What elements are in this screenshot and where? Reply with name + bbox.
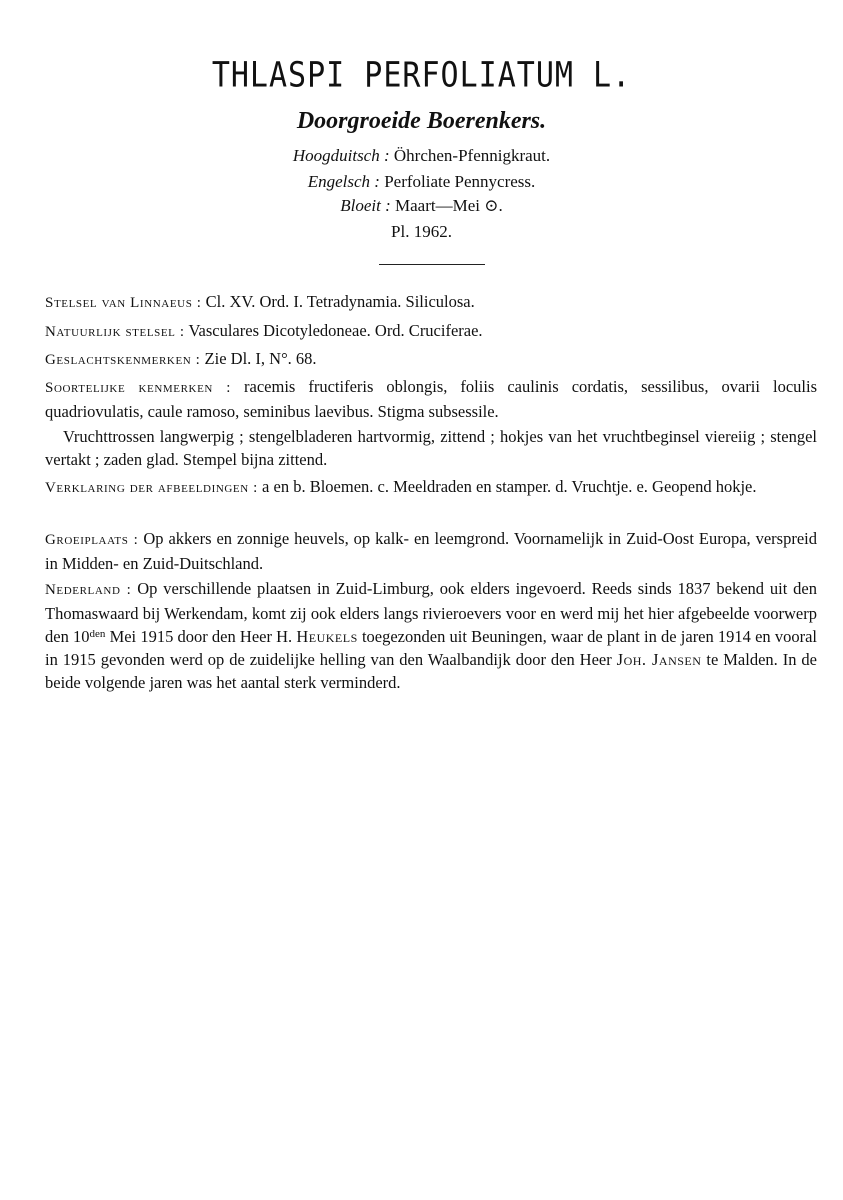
genus-heading: Geslachtskenmerken : (45, 352, 201, 368)
bloom-line (0, 196, 843, 216)
collector-name-heukels: Heukels (296, 627, 358, 646)
figures-heading: Verklaring der afbeeldingen : (45, 480, 258, 496)
bloom-label: Bloeit : (340, 196, 391, 215)
natural-system-paragraph (45, 319, 817, 344)
bloom-value: Maart—Mei ⊙. (395, 196, 503, 215)
netherlands-text-part3: toegezonden uit Beuningen, waar de plant in de jaren 1914 en vooral in 1915 gevonden werd op de zuidelijke helling van den Waalbandijk door den Heer (45, 627, 818, 669)
linnaeus-heading: Stelsel van Linnaeus : (45, 295, 202, 311)
netherlands-text-part2: Mei 1915 door den Heer H. (105, 627, 297, 646)
german-name: Öhrchen-Pfennigkraut. (393, 146, 551, 165)
species-paragraph (45, 375, 817, 423)
habitat-paragraph (45, 527, 817, 575)
divider-rule (379, 264, 485, 265)
figures-paragraph (45, 475, 817, 500)
date-superscript: den (89, 628, 106, 640)
habitat-text: Op akkers en zonnige heuvels, op kalk- en leemgrond. Voornamelijk in Zuid-Oost Europa, verspreid in Midden- en Zuid-Duitschland. (45, 529, 817, 573)
plate-number: Pl. 1962. (391, 222, 452, 241)
genus-paragraph (45, 347, 817, 372)
collector-name-jansen: Joh. Jansen (616, 650, 702, 669)
netherlands-text-part4: te Malden. In de beide volgende jaren was het aantal sterk verminderd. (45, 650, 817, 692)
species-dutch-text: Vruchttrossen langwerpig ; stengelbladeren hartvormig, zittend ; hokjes van het vruchtbeginsel viereiig ; stengel vertakt ; zaden glad. Stempel bijna zittend. (45, 427, 817, 469)
english-name-line (0, 172, 843, 192)
species-heading: Soortelijke kenmerken : (45, 380, 231, 396)
linnaeus-paragraph (45, 290, 817, 315)
species-dutch-paragraph (45, 425, 817, 471)
linnaeus-text: Cl. XV. Ord. I. Tetradynamia. Siliculosa. (205, 292, 475, 311)
species-title: THLASPI PERFOLIATUM L. (211, 55, 632, 96)
figures-text: a en b. Bloemen. c. Meeldraden en stamper. d. Vruchtje. e. Geopend hokje. (262, 477, 757, 496)
german-name-line (0, 146, 843, 166)
habitat-heading: Groeiplaats : (45, 532, 139, 548)
genus-text: Zie Dl. I, N°. 68. (204, 349, 317, 368)
natural-system-heading: Natuurlijk stelsel : (45, 324, 185, 340)
netherlands-heading: Nederland : (45, 582, 132, 598)
species-latin-text: racemis fructiferis oblongis, foliis caulinis cordatis, sessilibus, ovarii loculis quadriovulatis, caule ramoso, seminibus laevibus. Stigma subsessile. (45, 377, 817, 421)
dutch-common-name: Doorgroeide Boerenkers. (296, 108, 547, 134)
netherlands-text-part1: Op verschillende plaatsen in Zuid-Limburg, ook elders ingevoerd. Reeds sinds 1837 bekend uit den Thomaswaard bij Werkendam, komt zij ook elders langs rivieroevers voor en werd mij het hier afgebeelde voorwerp den 10 (45, 579, 817, 646)
natural-system-text: Vasculares Dicotyledoneae. Ord. Cruciferae. (188, 321, 483, 340)
german-label: Hoogduitsch : (292, 146, 390, 165)
english-label: Engelsch : (307, 172, 380, 191)
english-name: Perfoliate Pennycress. (384, 172, 536, 191)
netherlands-paragraph (45, 577, 817, 694)
